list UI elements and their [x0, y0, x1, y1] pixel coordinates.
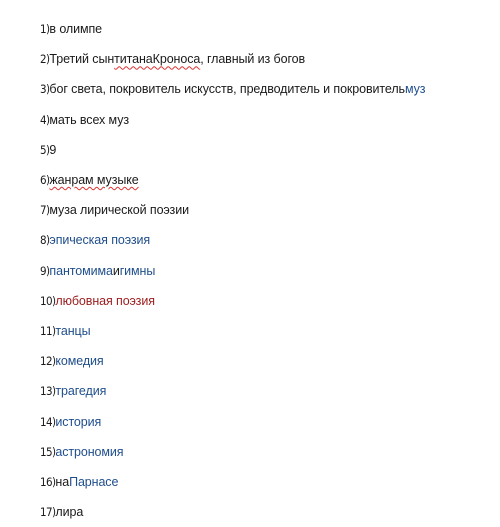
- answer-number: 3): [40, 82, 50, 97]
- answer-line: [40, 316, 490, 346]
- answer-number: 16): [40, 474, 56, 489]
- answer-text: Третий сын: [49, 52, 115, 67]
- answer-line: [40, 225, 490, 255]
- answer-line: [40, 14, 490, 44]
- answer-line: [40, 105, 490, 135]
- answer-line: [40, 135, 490, 165]
- answer-text: муз: [404, 82, 426, 97]
- answer-number: 1): [40, 22, 50, 37]
- answer-number: 10): [40, 293, 56, 308]
- answer-list: [40, 14, 490, 527]
- answer-text: Парнасе: [69, 474, 119, 489]
- answer-line: [40, 44, 490, 74]
- answer-number: 8): [40, 233, 50, 248]
- answer-text: бог света, покровитель искусств, предводитель и покровитель: [49, 82, 405, 97]
- answer-number: 13): [40, 384, 56, 399]
- answer-text: муза лирической поэзии: [49, 203, 189, 218]
- misspelled-text: жанрам музыке: [49, 173, 139, 188]
- answer-text: и: [112, 263, 120, 278]
- answer-line: [40, 467, 490, 497]
- answer-text: любовная поэзия: [55, 293, 155, 308]
- answer-line: [40, 165, 490, 195]
- answer-number: 14): [40, 414, 56, 429]
- answer-line: [40, 437, 490, 467]
- answer-line: [40, 376, 490, 406]
- answer-text: трагедия: [55, 384, 107, 399]
- answer-number: 17): [40, 505, 56, 520]
- answer-text: 9: [49, 142, 57, 157]
- answer-text: история: [55, 414, 102, 429]
- answer-number: 7): [40, 203, 50, 218]
- answer-number: 12): [40, 354, 56, 369]
- answer-text: эпическая поэзия: [49, 233, 151, 248]
- answer-number: 5): [40, 142, 50, 157]
- answer-line: [40, 74, 490, 104]
- answer-line: [40, 406, 490, 436]
- answer-text: в олимпе: [49, 22, 103, 37]
- answer-number: 6): [40, 173, 50, 188]
- answer-text: , главный из богов: [200, 52, 306, 67]
- answer-text: пантомима: [49, 263, 113, 278]
- answer-number: 9): [40, 263, 50, 278]
- answer-number: 15): [40, 444, 56, 459]
- misspelled-text: титанаКроноса: [114, 52, 201, 67]
- answer-text: астрономия: [55, 444, 124, 459]
- answer-number: 4): [40, 112, 50, 127]
- answer-text: танцы: [55, 323, 91, 338]
- answer-line: [40, 286, 490, 316]
- answer-text: мать всех муз: [49, 112, 129, 127]
- answer-line: [40, 256, 490, 286]
- answer-text: гимны: [119, 263, 156, 278]
- answer-number: 11): [40, 323, 56, 338]
- answer-line: [40, 195, 490, 225]
- answer-text: на: [55, 474, 70, 489]
- answer-number: 2): [40, 52, 50, 67]
- answer-text: комедия: [55, 354, 104, 369]
- answer-text: лира: [55, 505, 84, 520]
- answer-line: [40, 346, 490, 376]
